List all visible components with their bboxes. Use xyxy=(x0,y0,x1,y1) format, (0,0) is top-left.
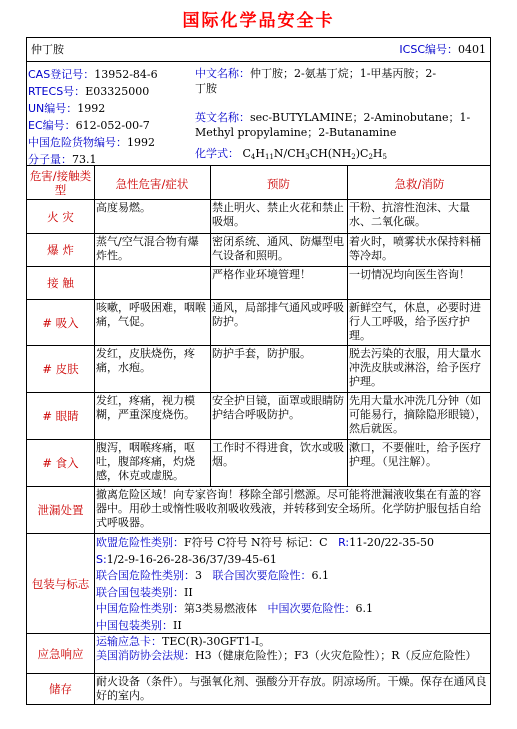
header-hazard: 急性危害/症状 xyxy=(115,177,189,191)
un-class-label: 联合国危险性类别： xyxy=(96,569,195,582)
row-aid: 新鲜空气，休息，必要时进行人工呼吸，给予医疗护理。 xyxy=(349,301,481,342)
row-aid: 漱口，不要催吐，给予医疗护理。（见注解）。 xyxy=(349,441,481,468)
formula-part: H xyxy=(255,147,265,160)
row-hazard xyxy=(94,267,210,299)
storage-section xyxy=(27,674,490,704)
row-prevention: 防护手套，防护服。 xyxy=(212,347,311,360)
formula-part: C xyxy=(242,147,251,160)
icsc-value: 0401 xyxy=(458,43,486,56)
eu-line xyxy=(96,535,490,552)
formula-label: 化学式： xyxy=(195,147,239,160)
cn-pack-line xyxy=(96,618,490,634)
formula-sub: 3 xyxy=(305,153,310,161)
un-pack-line xyxy=(96,585,490,602)
formula-sub: 2 xyxy=(368,153,373,161)
packaging-section xyxy=(27,534,490,634)
row-prevention: 禁止明火、禁止火花和禁止吸烟。 xyxy=(212,201,344,228)
s-line xyxy=(96,552,490,569)
ec-label: EC编号： xyxy=(28,119,76,132)
cn-sub-value: 6.1 xyxy=(355,602,373,615)
nfpa-label: 美国消防协会法规： xyxy=(96,649,195,662)
icsc-label: ICSC编号： xyxy=(399,43,458,56)
formula-value xyxy=(239,147,387,160)
table-row xyxy=(27,346,490,393)
nfpa-line xyxy=(96,649,490,663)
row-prevention: 密闭系统、通风、防爆型电气设备和照明。 xyxy=(212,235,344,262)
r-label: R: xyxy=(338,536,350,549)
row-hazard: 发红，皮肤烧伤，疼痛，水疱。 xyxy=(96,347,195,374)
formula-line xyxy=(195,146,490,165)
cn-danger-line xyxy=(28,134,193,151)
header-aid: 急救/消防 xyxy=(394,177,445,191)
row-type-label: # 皮肤 xyxy=(42,362,79,376)
row-aid: 一切情况均向医生咨询！ xyxy=(349,268,470,281)
chemical-name: 仲丁胺 xyxy=(31,43,64,56)
emergency-label: 应急响应 xyxy=(37,646,84,661)
en-name-line2: Methyl propylamine；2-Butanamine xyxy=(195,126,397,139)
un-class-value: 3 xyxy=(195,569,202,582)
cn-name-line1 xyxy=(195,66,490,81)
row-hazard: 蒸气/空气混合物有爆炸性。 xyxy=(96,235,199,262)
formula-part: )C xyxy=(355,147,369,160)
table-row xyxy=(27,393,490,440)
row-type-label: # 眼睛 xyxy=(42,409,79,423)
row-prevention: 安全护目镜，面罩或眼睛防护结合呼吸防护。 xyxy=(212,394,344,421)
names-block xyxy=(195,66,490,165)
icsc-number xyxy=(399,43,486,57)
r-value: 11-20/22-35-50 xyxy=(349,536,434,549)
en-name-value: sec-BUTYLAMINE；2-Aminobutane；1- xyxy=(250,111,471,124)
transport-value: TEC(R)-30GFT1-I。 xyxy=(162,635,271,648)
spill-label: 泄漏处置 xyxy=(37,503,84,517)
table-row xyxy=(27,300,490,346)
cn-name-line2: 丁胺 xyxy=(195,82,217,95)
formula-sub: 2 xyxy=(351,153,356,161)
row-type-label: # 食入 xyxy=(42,456,79,470)
un-class-line xyxy=(96,568,490,585)
cn-pack-label: 中国包装类别： xyxy=(96,618,173,632)
table-row xyxy=(27,440,490,487)
storage-label: 储存 xyxy=(49,682,72,696)
formula-part: H xyxy=(372,147,383,160)
en-name-line1 xyxy=(195,110,490,125)
un-sub-value: 6.1 xyxy=(311,569,329,582)
spill-section xyxy=(27,487,490,534)
row-type-label: 火 灾 xyxy=(47,209,74,224)
row-type-label: # 吸入 xyxy=(42,315,79,330)
row-hazard: 高度易燃。 xyxy=(96,201,151,214)
nfpa-value: H3（健康危险性）；F3（火灾危险性）；R（反应危险性） xyxy=(195,649,477,662)
id-numbers xyxy=(28,66,193,168)
formula-part: CH(NH xyxy=(309,147,352,160)
cn-sub-label: 中国次要危险性： xyxy=(267,602,356,615)
spill-text: 撤离危险区域！向专家咨询！移除全部引燃源。尽可能将泄漏液收集在有盖的容器中。用砂土或惰性吸收剂吸收残液，并转移到安全场所。化学防护服包括自给式呼吸器。 xyxy=(96,488,481,529)
transport-line xyxy=(96,635,490,649)
un-line xyxy=(28,100,193,117)
cn-name-value: 仲丁胺；2-氨基丁烷；1-甲基丙胺；2- xyxy=(250,67,437,80)
mw-label: 分子量： xyxy=(28,153,72,166)
rtecs-value: E03325000 xyxy=(85,85,150,98)
row-hazard: 腹泻，咽喉疼痛，呕吐，腹部疼痛，灼烧感，休克或虚脱。 xyxy=(96,441,195,482)
row-prevention: 通风，局部排气通风或呼吸防护。 xyxy=(212,301,344,328)
cas-value: 13952-84-6 xyxy=(94,68,158,81)
cn-danger-value: 1992 xyxy=(127,136,155,149)
formula-sub: 5 xyxy=(382,153,387,161)
cn-pack-value: II xyxy=(173,618,182,632)
en-name-label: 英文名称： xyxy=(195,111,250,124)
formula-part: N/CH xyxy=(273,147,306,160)
identification-block xyxy=(27,62,490,166)
row-prevention: 工作时不得进食，饮水或吸烟。 xyxy=(212,441,344,468)
row-type-label: 爆 炸 xyxy=(47,243,74,257)
formula-sub: 11 xyxy=(264,153,274,161)
un-value: 1992 xyxy=(77,102,106,115)
un-sub-label: 联合国次要危险性： xyxy=(212,569,312,582)
cn-danger-label: 中国危险货物编号： xyxy=(28,136,127,149)
cn-class-line xyxy=(96,601,490,618)
row-aid: 着火时，喷雾状水保持料桶等冷却。 xyxy=(349,235,481,262)
rtecs-line xyxy=(28,83,193,100)
card-header-row xyxy=(27,38,490,62)
cn-class-value: 第3类易燃液体 xyxy=(184,602,257,615)
packaging-content xyxy=(94,534,492,633)
header-type: 危害/接触类型 xyxy=(29,169,92,197)
row-aid: 干粉、抗溶性泡沫、大量水、二氧化碳。 xyxy=(349,201,470,228)
eu-label: 欧盟危险性类别： xyxy=(96,536,184,549)
table-row xyxy=(27,234,490,267)
eu-value: F符号 C符号 N符号 标记：C xyxy=(184,536,328,549)
emergency-section xyxy=(27,634,490,674)
cas-line xyxy=(28,66,193,83)
row-aid: 先用大量水冲洗几分钟（如可能易行，摘除隐形眼镜），然后就医。 xyxy=(349,394,487,435)
formula-sub: 4 xyxy=(250,153,256,161)
mw-value: 73.1 xyxy=(72,153,97,166)
table-row xyxy=(27,200,490,234)
page-title: 国际化学品安全卡 xyxy=(182,11,335,31)
cas-label: CAS登记号： xyxy=(28,68,95,81)
cn-class-label: 中国危险性类别： xyxy=(96,602,184,615)
un-pack-value: II xyxy=(184,585,193,599)
row-prevention: 严格作业环境管理！ xyxy=(212,268,311,281)
un-pack-label: 联合国包装类别： xyxy=(96,585,184,599)
cn-name-label: 中文名称： xyxy=(195,67,250,80)
header-prevention: 预防 xyxy=(267,177,290,191)
row-hazard: 咳嗽，呼吸困难，咽喉痛，气促。 xyxy=(96,301,206,328)
emergency-content xyxy=(94,634,492,673)
s-value: 1/2-9-16-26-28-36/37/39-45-61 xyxy=(106,552,277,566)
hazard-table-header xyxy=(27,166,490,200)
row-type-label: 接 触 xyxy=(47,276,74,290)
transport-label: 运输应急卡： xyxy=(96,635,162,648)
packaging-label: 包装与标志 xyxy=(31,576,90,591)
row-hazard: 发红，疼痛，视力模糊，严重深度烧伤。 xyxy=(96,394,195,421)
un-label: UN编号： xyxy=(28,102,78,115)
table-row xyxy=(27,267,490,300)
row-aid: 脱去污染的衣服，用大量水冲洗皮肤或淋浴，给予医疗护理。 xyxy=(349,347,481,388)
storage-text: 耐火设备（条件）。与强氧化剂、强酸分开存放。阴凉场所。干燥。保存在通风良好的室内。 xyxy=(96,675,487,702)
ec-line xyxy=(28,117,193,134)
safety-card xyxy=(26,37,491,705)
ec-value: 612-052-00-7 xyxy=(75,119,150,132)
rtecs-label: RTECS号： xyxy=(28,85,86,98)
s-label: S: xyxy=(96,552,107,566)
